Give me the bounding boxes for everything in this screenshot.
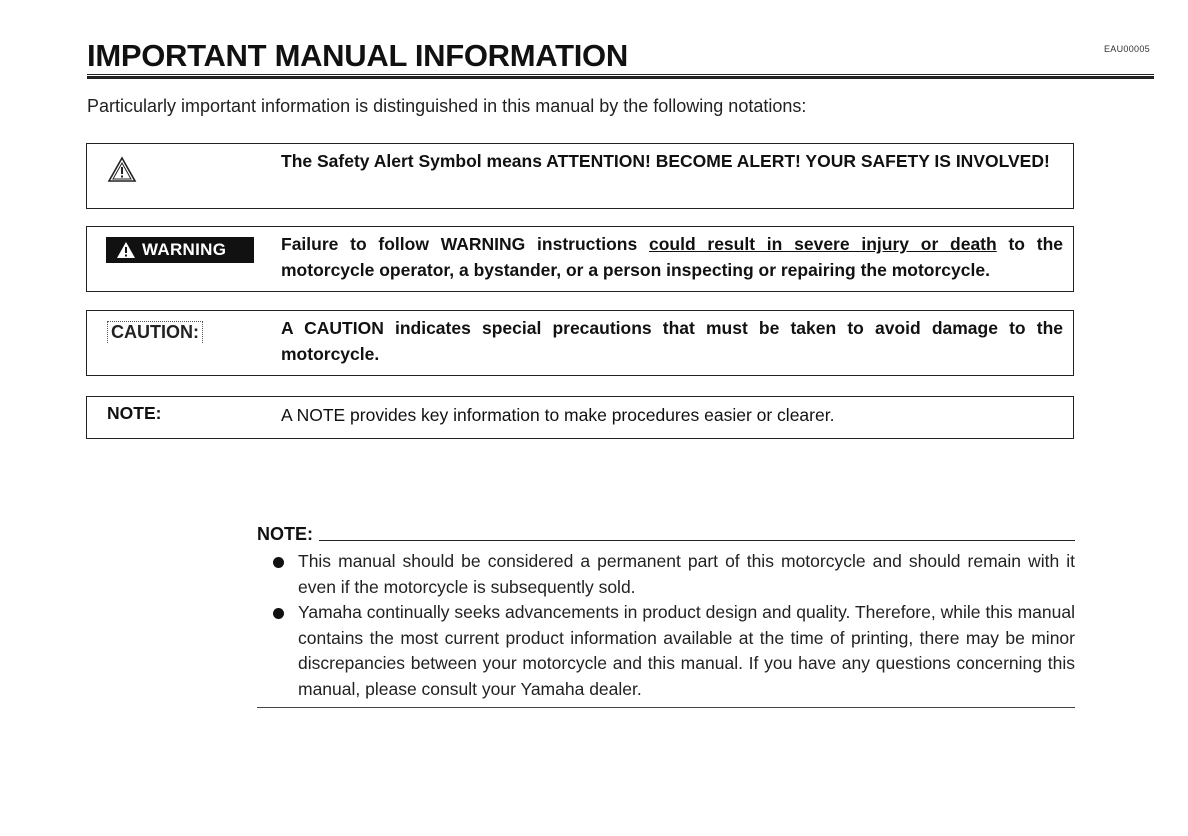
note-box <box>86 396 1074 439</box>
list-item <box>257 600 1075 702</box>
intro-text: Particularly important information is distinguished in this manual by the following notations: <box>87 96 807 116</box>
bullet-icon <box>273 608 284 619</box>
warning-box <box>86 226 1074 292</box>
title-rule <box>87 74 1154 79</box>
warning-triangle-icon <box>116 241 136 259</box>
note-list <box>257 549 1075 702</box>
safety-alert-text: The Safety Alert Symbol means ATTENTION! BECOME ALERT! YOUR SAFETY IS INVOLVED! <box>281 151 1050 171</box>
safety-alert-triangle-icon <box>107 156 137 188</box>
bullet-icon <box>273 557 284 568</box>
note-label: NOTE: <box>107 403 162 423</box>
list-item <box>257 549 1075 600</box>
note-heading: NOTE: <box>257 524 313 544</box>
caution-label: CAUTION: <box>107 321 203 343</box>
note-item-text: Yamaha continually seeks advancements in product design and quality. Therefore, while this manual contains the most current product information available at the time of printing, there may be minor discrepancies between your motorcycle and this manual. If you have any questions concerning this manual, please consult your Yamaha dealer. <box>298 602 1075 699</box>
page-title: IMPORTANT MANUAL INFORMATION <box>87 38 628 73</box>
caution-box <box>86 310 1074 376</box>
warning-text <box>281 231 1063 283</box>
warning-badge <box>106 237 254 263</box>
note-end-rule <box>257 707 1075 708</box>
safety-alert-box <box>86 143 1074 209</box>
warning-text-emphasis: could result in severe injury or death <box>648 234 997 254</box>
note-section <box>257 524 1075 708</box>
document-code: EAU00005 <box>1104 44 1150 54</box>
note-heading-row <box>257 524 1075 545</box>
warning-text-part: to the motorcycle operator, a bystander, or a person inspecting or repairing the motorcycle. <box>281 234 1063 280</box>
warning-label: WARNING <box>142 240 227 259</box>
warning-text-part: Failure to follow WARNING instructions <box>281 234 649 254</box>
caution-text: A CAUTION indicates special precautions that must be taken to avoid damage to the motorcycle. <box>281 318 1063 364</box>
note-item-text: This manual should be considered a permanent part of this motorcycle and should remain with it even if the motorcycle is subsequently sold. <box>298 551 1075 597</box>
note-text: A NOTE provides key information to make procedures easier or clearer. <box>281 405 835 425</box>
note-heading-rule <box>319 540 1075 541</box>
